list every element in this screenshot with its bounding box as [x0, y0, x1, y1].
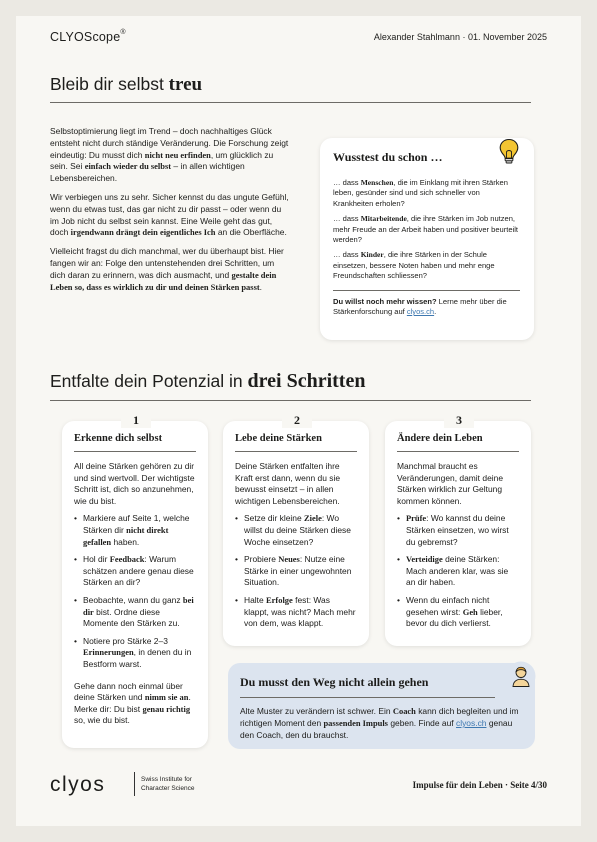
list-item: • Hol dir Feedback: Warum schätzen andere genau diese Stärken an dir? [74, 554, 196, 589]
step-number: 2 [282, 413, 312, 428]
person-avatar-icon [506, 661, 536, 691]
step-card-1 [62, 421, 208, 748]
step-title: Erkenne dich selbst [74, 433, 163, 444]
fact-item: … dass Kinder, die ihre Stärken in der Schule einsetzen, bessere Noten haben und mehr enge Freundschaften schliessen? [333, 250, 495, 281]
step-card-2 [223, 421, 369, 646]
author-date: Alexander Stahlmann · 01. November 2025 [373, 32, 547, 42]
step-intro: Deine Stärken entfalten ihre Kraft erst dann, wenn du sie bewusst einsetzt – in allen wichtigen Lebensbereichen. [235, 461, 341, 506]
step-bullets [397, 513, 519, 629]
step-intro: Manchmal braucht es Veränderungen, damit deine Stärken wirklich zur Geltung kommen können. [397, 461, 504, 506]
lightbulb-icon [498, 138, 520, 164]
section-divider [50, 102, 531, 103]
list-item: • Markiere auf Seite 1, welche Stärken dir nicht direkt gefallen haben. [74, 513, 196, 548]
page-footer: Impulse für dein Leben · Seite 4/30 [412, 780, 547, 790]
section-divider [50, 400, 531, 401]
did-you-know-title: Wusstest du schon … [333, 150, 443, 164]
step-number: 3 [444, 413, 474, 428]
intro-paragraph-2: Wir verbiegen uns zu sehr. Sicher kennst du das ungute Gefühl, wenn du etwas tust, das gar nicht zu dir passt – oder wenn du im Job nicht du selbst sein kannst. Eine Weile geht das gut, doch irgendwann drängt dein eigentliches Ich an die Oberfläche. [50, 191, 289, 238]
list-item: • Wenn du einfach nicht gesehen wirst: Geh lieber, bevor du dich verlierst. [397, 595, 519, 630]
step-bullets [235, 513, 357, 629]
intro-text [50, 126, 290, 300]
coach-card [228, 663, 535, 749]
card-divider [333, 290, 520, 291]
list-item: • Probiere Neues: Nutze eine Stärke in einer ungewohnten Situation. [235, 554, 357, 589]
step-divider [235, 451, 357, 452]
list-item: • Beobachte, wann du ganz bei dir bist. Ordne diese Momente den Stärken zu. [74, 595, 196, 630]
did-you-know-card [320, 138, 534, 340]
coach-text: Alte Muster zu verändern ist schwer. Ein Coach kann dich begleiten und im richtigen Moment den passenden Impuls geben. Finde auf clyos.ch genau den Coach, den du brauchst. [240, 706, 519, 740]
step-title: Lebe deine Stärken [235, 433, 322, 444]
section-title-stay-true: Bleib dir selbst treu [50, 74, 203, 95]
list-item: • Notiere pro Stärke 2–3 Erinnerungen, in denen du in Bestform warst. [74, 636, 196, 671]
list-item: • Setze dir kleine Ziele: Wo willst du deine Stärken diese Woche einsetzen? [235, 513, 357, 548]
intro-paragraph-3: Vielleicht fragst du dich manchmal, wer du überhaupt bist. Hier fangen wir an: Folge den untenstehenden drei Schritten, um dich daran zu erinnern, was dich ausmacht, und gestalte dein Leben so, dass es wirklich zu dir und deinen Stärken passt. [50, 246, 284, 292]
learn-more-text: Du willst noch mehr wissen? Lerne mehr über die Stärkenforschung auf clyos.ch. [333, 296, 507, 317]
step-outro: Gehe dann noch einmal über deine Stärken und nimm sie an. Merke dir: Du bist genau richtig so, wie du bist. [74, 680, 191, 726]
coach-title: Du musst den Weg nicht allein gehen [240, 675, 429, 689]
step-bullets [74, 513, 196, 670]
clyos-logo: clyos [50, 773, 106, 796]
logo-divider [134, 772, 135, 796]
step-intro: All deine Stärken gehören zu dir und sind wertvoll. Der wichtigste Schritt ist, dich so anzunehmen, wie du bist. [74, 461, 195, 506]
logo-subtitle: Swiss Institute for Character Science [141, 776, 195, 792]
registered-mark: ® [120, 29, 126, 36]
section-title-three-steps: Entfalte dein Potenzial in drei Schritten [50, 370, 366, 392]
fact-item: … dass Menschen, die im Einklang mit ihren Stärken leben, gesünder sind und sich schneller von Krankheiten erholen? [333, 178, 508, 208]
fact-item: … dass Mitarbeitende, die ihre Stärken im Job nutzen, mehr Freude an der Arbeit haben und positiver beurteilt werden? [333, 214, 519, 245]
brand-name: CLYOScope® [50, 29, 126, 44]
list-item: • Verteidige deine Stärken: Mach anderen klar, was sie an dir haben. [397, 554, 519, 589]
list-item: • Halte Erfolge fest: Was klappt, was nicht? Mach mehr von dem, was klappt. [235, 595, 357, 630]
list-item: • Prüfe: Wo kannst du deine Stärken einsetzen, wo wirst du gebremst? [397, 513, 519, 548]
step-number: 1 [121, 413, 151, 428]
step-title: Ändere dein Leben [397, 433, 483, 444]
coach-divider [240, 697, 495, 698]
step-divider [397, 451, 519, 452]
clyos-link[interactable]: clyos.ch [406, 307, 435, 317]
step-card-3 [385, 421, 531, 646]
step-divider [74, 451, 196, 452]
intro-paragraph-1: Selbstoptimierung liegt im Trend – doch nachhaltiges Glück entsteht nicht durch ständige Veränderung. Die Forschung zeigt eindeutig: Du musst dich nicht neu erfinden, um glücklich zu sein. Sei einfach wieder du selbst – in allen wichtigen Lebensbereichen. [50, 126, 289, 184]
clyos-link[interactable]: clyos.ch [456, 718, 487, 728]
